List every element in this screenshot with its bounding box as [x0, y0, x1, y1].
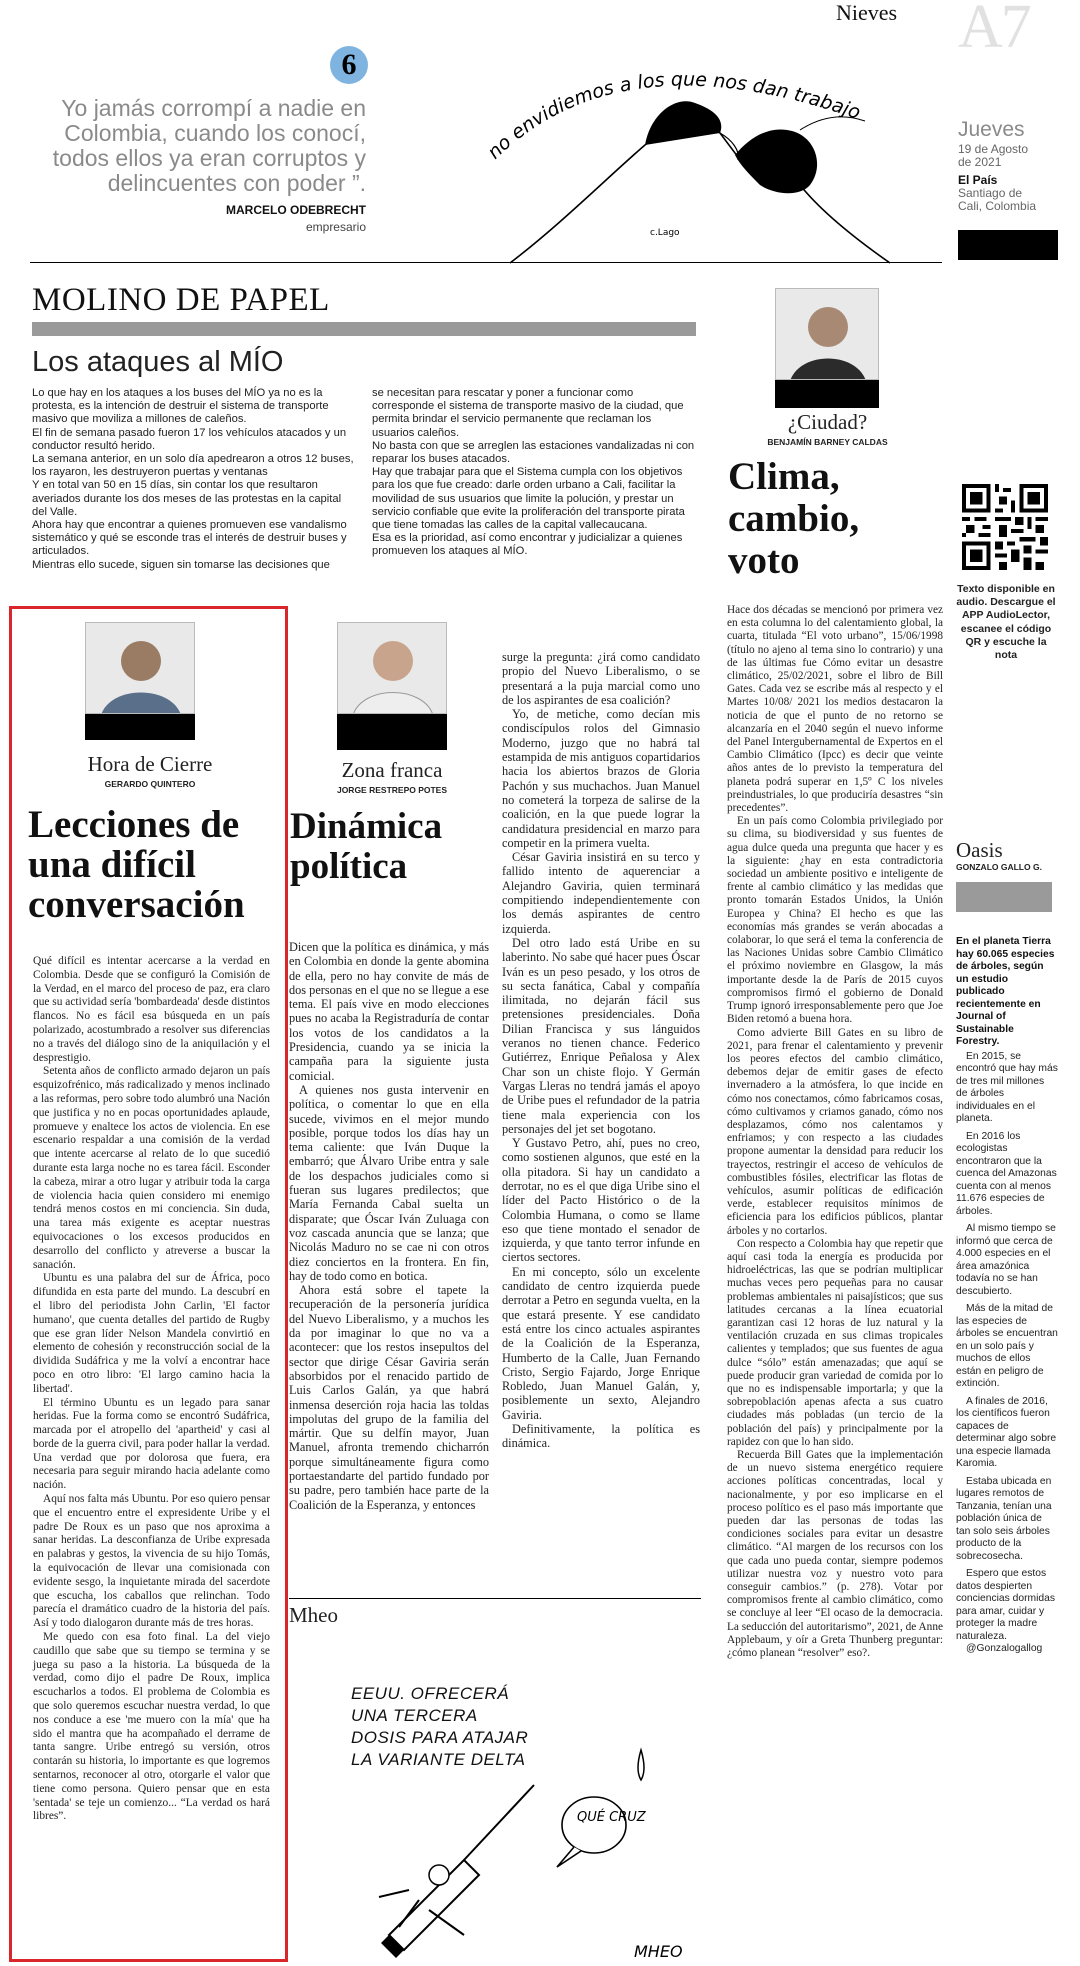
column-title: Dinámica política — [290, 806, 443, 887]
section-name: Nieves — [836, 0, 898, 25]
editorial-paragraph: La semana anterior, en un solo día apedrearon a otros 12 buses, los rayaron, les destruyeron puertas y ventanas — [32, 453, 354, 479]
column-paragraph: Del otro lado está Uribe en su laberinto. No sabe qué hacer pues Óscar Iván es un peso pesado, y los otros de su secta fanática, Cabal y compañía ilimitada, no dejarán fácil sus pretensiones presidenciales. Doña Dilian Francisca y sus lánguidos veranos no tienen chance. Federico Gutiérrez, Enrique Peñalosa y Alex Char son un chiste flojo. Y Germán Vargas Lleras no tendrá jamás el apoyo de Uribe pues el refundador de la patria tiene mala experiencia con los personajes del jet set bogotano. — [502, 935, 700, 1136]
redacted-block — [775, 380, 879, 408]
column-paragraph: Ahora está sobre el tapete la recuperación de la personería jurídica del Nuevo Liberalismo, y a muchos les da por imaginar lo que no va a acontecer: que los restos insepultos del sector que dirige César Gaviria serán absorbidos por el renacido partido de Luis Carlos Galán, ya que habrá inmensa deserción roja hacia las toldas impolutas del grupo de la familia del mártir. Que su delfín mayor, Juan Manuel, afronta tremendo chicharrón porque simultáneamente figura como portaestandarte del partido fundado por su padre, pero también hace parte de la Coalición de la Esperanza, y entonces — [289, 1283, 489, 1512]
column-paragraph: En mi concepto, sólo un excelente candidato de centro izquierda puede derrotar a Petro en segunda vuelta, en la que estará presente. Y ese candidato está entre los cinco actuales aspirantes de la Coalición de la Esperanza, Humberto de la Calle, Juan Fernando Cristo, Sergio Fajardo, Jorge Enrique Robledo, Juan Manuel Galán, y, posiblemente un sexto, Alejandro Gaviria. — [502, 1264, 700, 1422]
column-paragraph: Ubuntu es una palabra del sur de África, poco difundida en esta parte del mundo. La descubrí en el libro del periodista John Carlin, 'El factor humano', que cuenta detalles del partido de Rugby que ese gran líder Nelson Mandela convirtió en elemento de cohesión y reconstrucción social de la dividida Sudáfrica y me la volví a encontrar hace poco en otro libro: 'El largo camino hacia la libertad'. — [33, 1272, 270, 1395]
column-paragraph: Hace dos décadas se mencionó por primera vez en esta columna lo del calentamiento global, la cuarta, titulada “El voto urbano”, 15/06/1998 (título no ajeno al tema sino lo contrario) y una de las últimas fue Cómo evitar un desastre climático, 25/02/2021, sobre el libro de Bill Gates. Cada vez se escribe más al respecto y el Martes 10/08/ 2021 los medios destacaron la noticia de que el punto de no retorno se alcanzaría en el 2040 según el nuevo informe del Panel Intergubernamental de Expertos en el Cambio Climático (Ipcc) es decir que veinte años antes de lo previsto la temperatura del planeta podrá superar en 1,5º C los niveles preindustriales, lo que produciría desastres “sin precedentes”. — [727, 604, 943, 815]
cartoon-top-rule — [289, 1598, 701, 1599]
editorial-paragraph: se necesitan para rescatar y poner a funcionar como corresponde el sistema de transporte masivo de la ciudad, que permita brindar el servicio permanente que reclaman los usuarios caleños. — [372, 387, 684, 439]
syringe-figure-illustration — [289, 1635, 701, 1965]
column-paragraph: Recuerda Bill Gates que la implementación de un nuevo sistema energético requiere acciones políticas concentradas, local y nacionalmente, y por eso implicarse en el proceso político es el paso más importante que pueden dar las personas de todas las condiciones sociales para evitar un desastre climático. “Al margen de los recursos con los que cada uno pueda contar, siempre podemos utilizar nuestra voz y nuestro voto para conseguir cambios.” (p. 278). Votar por compromisos frente al cambio climático, como se concluye al leer “El ocaso de la democracia. La seducción del autoritarismo”, 2021, de Anne Applebaum, y oír a Greta Thunberg preguntar: ¿cómo planean “resolver” eso?. — [727, 1449, 943, 1660]
column-paragraph: Qué difícil es intentar acercarse a la verdad en Colombia. Desde que se configuró la Comisión de la Verdad, en el marco del proceso de paz, era claro que su actividad sería 'bombardeada' desde distintos flancos. No es fácil esa búsqueda en un país polarizado, acostumbrado a resolver sus diferencias no a través del diálogo sino de la aniquilación y el desprestigio. — [33, 955, 270, 1064]
column-title: Lecciones de una difícil conversación — [28, 803, 245, 926]
editorial-paragraph: Y en total van 50 en 15 días, sin contar los que resultaron averiados durante los dos meses de las protestas en la capital del Valle. — [32, 479, 342, 518]
editorial-gray-bar — [32, 322, 696, 336]
sidebar-paragraph: En 2016 los ecologistas encontraron que la cuenca del Amazonas cuenta con al menos 11.676 especies de árboles. — [956, 1130, 1057, 1217]
column-paragraph: En un país como Colombia privilegiado por su clima, su biodiversidad y sus fuentes de agua dulce queda una pregunta que hacer y es la siguiente: ¿hay en esta contradictoria sociedad un ambiente positivo e inteligente de frente al cambio climático y las medidas que pronto tomarán Estados Unidos, la Unión Europea y China? El hecho es que las economías más grandes se verán abocadas a colaborar, lo que será el tema la conferencia de las Naciones Unidas sobre Cambio Climático el próximo noviembre en Glasgow, la más importante desde la de París de 2015 cuyos compromisos firmó el gobierno de Donald Trump ignoró irresponsablemente pero que Joe Biden retomó a buena hora. — [727, 815, 943, 1026]
header-cartoon — [470, 25, 940, 265]
sidebar-lead: En el planeta Tierra hay 60.065 especies de árboles, según un estudio publicado recientemente en Journal of Sustainable Forestry. — [956, 936, 1055, 1047]
column-section: ¿Ciudad? — [787, 410, 868, 434]
column-paragraph: Con respecto a Colombia hay que repetir que aquí casi toda la energía es producida por hidroeléctricas, las que se podrían multiplicar muchas veces pero pequeñas para no causar problemas ambientales ni paisajísticos; que sus latitudes cercanas a la línea ecuatorial garantizan casi 12 horas de luz natural y la ventilación cruzada en sus climas tropicales calientes y templados; que sus fuentes de agua dulce “sólo” están amenazadas; que aquí se puede producir gran variedad de comida por lo que no es indispensable importarla; y que la sobrepoblación apenas afecta a sus cuatro ciudades más pobladas (un tercio de la población del país) y principalmente por la rapidez con que lo han sido. — [727, 1237, 943, 1448]
edition-day: Jueves — [958, 118, 1025, 141]
sidebar-paragraph: Más de la mitad de las especies de árboles se encuentran en un solo país y muchos de ellos están en peligro de extinción. — [956, 1303, 1058, 1389]
column-paragraph: Yo, de metiche, como decían mis condiscípulos rolos del Gimnasio Moderno, juzgo que no habrá tal estampida de mis antiguos copartidarios hacia los abiertos brazos de Gloria Pachón y sus muchachos. Juan Manuel no cometerá la torpeza de salirse de la coalición, en la que puede lograr la candidatura presidencial en marzo para competir en la primera vuelta. — [502, 707, 700, 850]
speech-bubble-text: QUÉ CRUZ — [577, 1810, 646, 1825]
column-paragraph: Definitivamente, la política es dinámica. — [502, 1422, 700, 1451]
editorial-paragraph: Mientras ello sucede, siguen sin tomarse las decisiones que — [32, 558, 330, 571]
column-author: GERARDO QUINTERO — [104, 779, 196, 789]
editorial-paragraph: Esa es la prioridad, así como encontrar y judicializar a quienes promueven los ataques al MÍO. — [372, 532, 683, 558]
editorial-paragraph: No basta con que se arreglen las estaciones vandalizadas ni con reparar los buses atacados. — [372, 439, 695, 466]
sidebar-paragraph: Al mismo tiempo se informó que cerca de 4.000 especies en el área amazónica todavía no se han descubierto. — [956, 1223, 1056, 1297]
quote-role: empresario — [305, 220, 366, 234]
column-paragraph: Me quedo con esa foto final. La del viejo caudillo que sabe que su tiempo se termina y se juega su paso a la historia. La búsqueda de la verdad, como dijo el padre De Roux, implica escucharlos a todos. El problema de Colombia es que solo queremos escuchar nuestra verdad, lo que nos conduce a ese 'me muero con la mía' que ha sido el mantra que ha acompañado el derrame de tanta sangre. Uribe entregó su versión, otros contarán su historia, lo importante es que logremos sentarnos, reconocer al otro, otorgarle el valor que tiene como persona. Quiero pensar que en esta 'sentada' se teje un comienzo... “La verdad os hará libres”. — [33, 1631, 270, 1823]
column-paragraph: Dicen que la política es dinámica, y más en Colombia en donde la gente abomina de ella, pero no hay convite de más de dos personas en el que no se llegue a ese tema. El país vive en modo elecciones pues no acaba la Registraduría de contar los votos de los candidatos a la Presidencia, cuando ya se inicia la campaña para la siguiente justa comicial. — [289, 940, 489, 1083]
column-paragraph: Setenta años de conflicto armado dejaron un país esquizofrénico, más radicalizado y menos inclinado a las reformas, pero sobre todo alumbró una Nación que justifica y no en pocas oportunidades aplaude, promueve y enaltece los actos de violencia. En ese escenario respaldar a una comisión de la verdad que intente acercarse al relato de lo que sucedió durante esta larga noche no es tarea fácil. Esconder la cabeza, mirar a otro lugar y atribuir toda la carga de violencia hacia quien considero mi enemigo tendrá menos costos en mi conciencia. Sin duda, una tarea más exigente es aceptar nuestras equivocaciones o los excesos producidos en desarrollo del conflicto y atreverse a buscar la sanación. — [33, 1065, 270, 1271]
twitter-handle[interactable]: @Gonzalogallog — [966, 1643, 1043, 1654]
column-body-c — [727, 604, 943, 1660]
column-section: Oasis — [956, 838, 1003, 862]
sidebar-paragraph: Espero que estos datos despierten conciencias dormidas para amar, cuidar y proteger la madre naturaleza. — [956, 1568, 1056, 1642]
column-title: Clima, cambio, voto — [728, 455, 860, 582]
column-section: Hora de Cierre — [87, 752, 213, 776]
featured-quote: Yo jamás corrompí a nadie en Colombia, cuando los conocí, todos ellos ya eran corruptos y delincuentes con poder ”. — [52, 95, 366, 196]
editorial-kicker: MOLINO DE PAPEL — [32, 282, 330, 318]
sidebar-body — [956, 936, 1058, 1656]
column-paragraph: César Gaviria insistirá en su terco y fallido intento de aquerenciar a Alejandro Gaviria, quien terminará compitiendo independientemente con los demás aspirantes de centro izquierda. — [502, 850, 700, 936]
quote-author: MARCELO ODEBRECHT — [226, 203, 366, 217]
masthead-rule — [30, 262, 942, 263]
paper-name: El País — [958, 173, 998, 187]
column-author: BENJAMÍN BARNEY CALDAS — [767, 437, 888, 447]
editorial-paragraph: Hay que trabajar para que el Sistema cumpla con los objetivos para los que fue creado: darle orden urbano a Cali, facilitar la movilidad de sus usuarios que limite la polución, y prestar un servicio confiable que evite la proliferación del transporte pirata que tiene tomadas las calles de la capital vallecaucana. — [372, 466, 685, 532]
column-body-a — [33, 955, 270, 1824]
editorial-paragraph: Lo que hay en los ataques a los buses del MÍO ya no es la protesta, es la intención de destruir el sistema de transporte masivo que moviliza a millones de caleños. — [32, 387, 329, 426]
cartoon-signature: MHEO — [634, 1942, 683, 1961]
edition-city: Santiago de Cali, Colombia — [958, 186, 1037, 213]
editorial-paragraph: Ahora hay que encontrar a quienes promueven ese vandalismo sistemático y qué se esconde tras el interés de destruir buses y articulados. — [32, 519, 347, 558]
quote-mark-icon — [330, 46, 368, 84]
column-section: Zona franca — [341, 758, 443, 782]
column-body-b-right — [502, 650, 700, 1451]
column-paragraph: El término Ubuntu es un legado para sanar heridas. Fue la forma como se encontró Sudáfrica, marcada por el atropello del 'apartheid' y casi al borde de la guerra civil, para poder hallar la verdad. Una verdad que por dolorosa que fuera, era necesaria para seguir mirando hacia adelante como nación. — [33, 1396, 270, 1492]
cartoon-caption: EEUU. OFRECERÁ UNA TERCERA DOSIS PARA ATAJAR LA VARIANTE DELTA — [351, 1684, 529, 1769]
column-author: JORGE RESTREPO POTES — [336, 785, 448, 795]
redacted-block — [958, 230, 1058, 260]
qr-caption: Texto disponible en audio. Descargue el APP AudioLector, escanee el código QR y escuche la nota — [956, 583, 1056, 662]
column-paragraph: Y Gustavo Petro, ahí, pues no creo, como sostienen algunos, que esté en la olla pitadora. Si hay un candidato a derrotar, no es el que diga Uribe sino el líder del Pacto Histórico o de la Colombia Humana, o como se llame eso que tiene montado el senador de izquierda, y que tanto terror infunde en ciertos sectores. — [502, 1136, 700, 1265]
sidebar-paragraph: En 2015, se encontró que hay más de tres mil millones de árboles individuales en el planeta. — [956, 1050, 1058, 1124]
cartoon-section: Mheo — [289, 1603, 338, 1627]
redacted-block — [337, 714, 447, 750]
column-paragraph: A quienes nos gusta intervenir en política, o comentar lo que en ella sucede, vivimos en el mejor mundo posible, porque todos los días hay un tema caliente: que Iván Duque la embarró; que Álvaro Uribe entra y sale de los despachos judiciales como si fueran sus lugares predilectos; que María Fernanda Cabal suelta un disparate; que Óscar Iván Zuluaga con voz cascada anuncia que se lanza; que Nicolás Maduro no se cae ni con otros diez conciertos en la frontera. En fin, hay de todo como en botica. — [289, 1082, 489, 1283]
sidebar-paragraph: Estaba ubicada en lugares remotos de Tanzania, tenían una población única de tan solo seis árboles producto de la sobrecosecha. — [956, 1475, 1052, 1562]
sidebar-paragraph: A finales de 2016, los científicos fueron capaces de determinar algo sobre una especie llamada Karomia. — [956, 1395, 1057, 1469]
editorial-paragraph: El fin de semana pasado fueron 17 los vehículos atacados y un conductor resultó herido. — [32, 426, 347, 452]
qr-code[interactable] — [962, 484, 1048, 570]
column-body-b-left — [289, 940, 489, 1512]
column-paragraph: Aquí nos falta más Ubuntu. Por eso quiero pensar que el encuentro entre el expresidente Uribe y el padre De Roux es un paso que nos aproxima a sanar heridas. La desconfianza de Uribe expresada en palabras y gestos, la vivencia de su hijo Tomás, la equivocación de llevar una comisionada con evidente sesgo, la inquietante mirada del sacerdote que escucha, los caballos que relinchan. Todo parecía el dramático cuadro de la historia del país. Así y todo dialogaron durante más de tres horas. — [33, 1493, 270, 1630]
author-photo-gerardo — [85, 622, 195, 714]
cartoon-signature: c.Lago — [650, 228, 680, 238]
kiss-cartoon-illustration — [470, 25, 940, 265]
redacted-block — [85, 714, 195, 740]
author-photo-benjamin — [775, 288, 879, 380]
author-photo-jorge — [337, 622, 447, 714]
edition-date: 19 de Agosto de 2021 — [958, 142, 1029, 169]
page-number: A7 — [958, 0, 1030, 61]
editorial-title: Los ataques al MÍO — [32, 346, 284, 378]
column-paragraph: surge la pregunta: ¿irá como candidato propio del Nuevo Liberalismo, o se presentará a la puja marcial como uno de los aspirantes de esa coalición? — [502, 650, 700, 707]
editorial-col-1 — [32, 387, 358, 572]
cartoon-caption: no envidiemos a los que nos dan trabajo — [483, 68, 864, 164]
column-paragraph: Como advierte Bill Gates en su libro de 2021, para frenar el calentamiento y prevenir los peores efectos del cambio climático, debemos dejar de emitir gases de efecto invernadero a la atmósfera, lo que incide en cómo nos conectamos, cómo fabricamos cosas, cómo cultivamos y criamos ganado, cómo nos desplazamos, cómo nos calentamos y enfriamos; y con respecto a las ciudades propone aumentar la densidad para reducir los trayectos, restringir el acceso de vehículos de combustibles fósiles, electrificar las flotas de vehículos, asumir políticas de edificación verde, establecer requisitos mínimos de eficiencia para los edificios públicos, plantar árboles y no cortarlos. — [727, 1026, 943, 1237]
mheo-cartoon — [289, 1635, 701, 1965]
sidebar-gray-bar — [956, 882, 1052, 912]
column-author: GONZALO GALLO G. — [956, 862, 1042, 872]
editorial-col-2 — [372, 387, 696, 559]
quote-mark-glyph: 6 — [341, 48, 357, 81]
